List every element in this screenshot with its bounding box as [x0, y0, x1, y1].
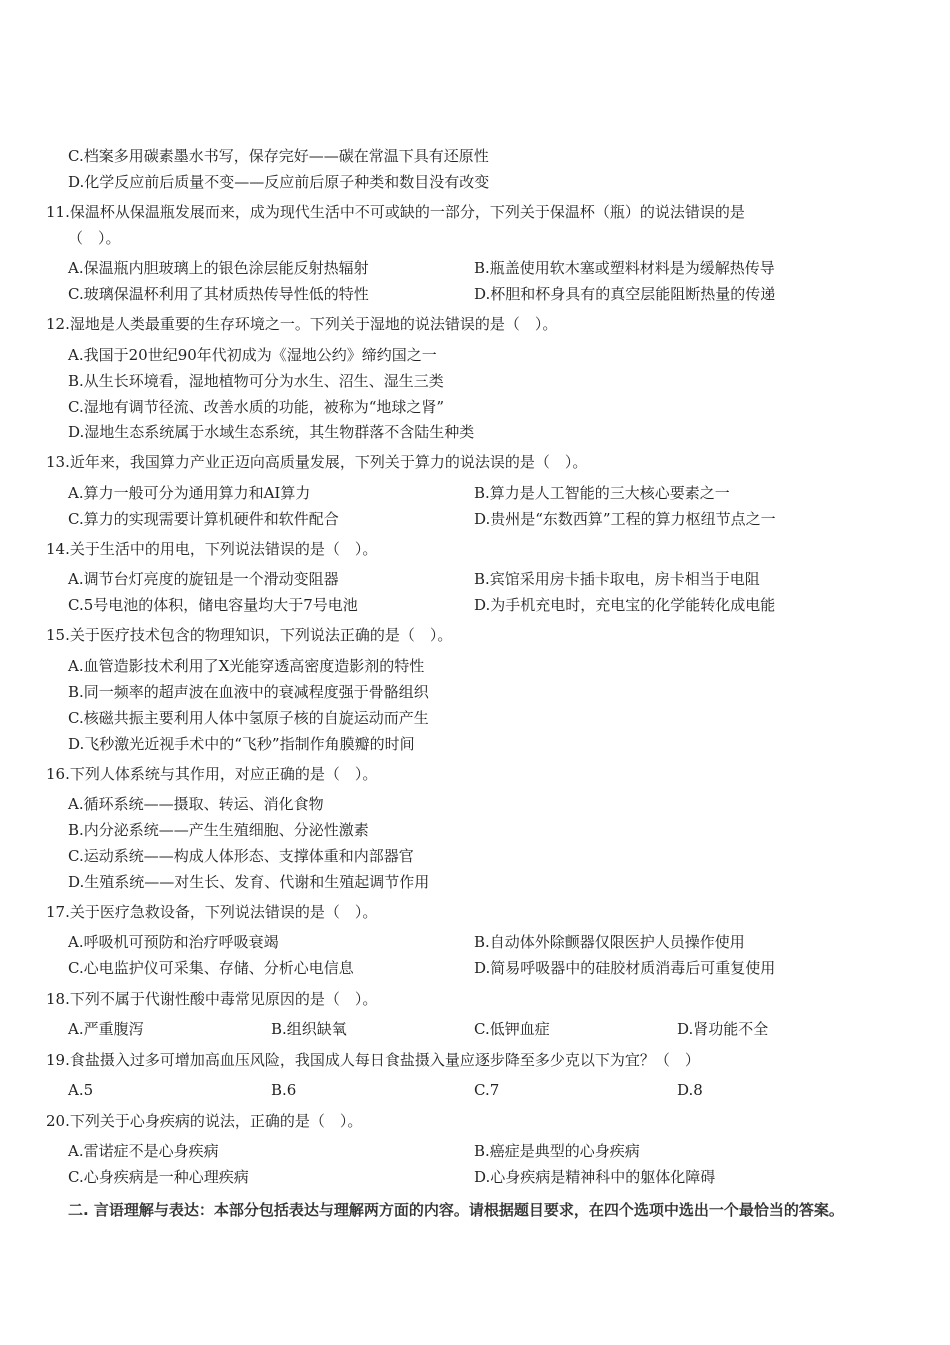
option-13-d: D.贵州是“东数西算”工程的算力枢纽节点之一: [474, 510, 776, 528]
option-11-d: D.杯胆和杯身具有的真空层能阻断热量的传递: [474, 285, 776, 303]
option-11-c: C.玻璃保温杯利用了其材质热传导性低的特性: [68, 285, 369, 303]
option-18-b: B.组织缺氧: [271, 1020, 347, 1038]
option-15-a: A.血管造影技术利用了X光能穿透高密度造影剂的特性: [68, 657, 425, 675]
option-14-d: D.为手机充电时，充电宝的化学能转化成电能: [474, 596, 776, 614]
option-17-a: A.呼吸机可预防和治疗呼吸衰竭: [68, 933, 279, 951]
option-12-c: C.湿地有调节径流、改善水质的功能，被称为“地球之肾”: [68, 398, 445, 416]
option-20-c: C.心身疾病是一种心理疾病: [68, 1168, 249, 1186]
option-19-a: A.5: [68, 1081, 94, 1099]
option-15-c: C.核磁共振主要利用人体中氢原子核的自旋运动而产生: [68, 709, 429, 727]
option-16-b: B.内分泌系统——产生生殖细胞、分泌性激素: [68, 821, 369, 839]
option-19-d: D.8: [677, 1081, 703, 1099]
option-10-c: C.档案多用碳素墨水书写，保存完好——碳在常温下具有还原性: [68, 147, 489, 165]
option-17-d: D.简易呼吸器中的硅胶材质消毒后可重复使用: [474, 959, 776, 977]
option-16-a: A.循环系统——摄取、转运、消化食物: [68, 795, 324, 813]
question-18-stem: 18.下列不属于代谢性酸中毒常见原因的是（ ）。: [46, 990, 378, 1008]
option-12-a: A.我国于20世纪90年代初成为《湿地公约》缔约国之一: [68, 346, 437, 364]
option-17-b: B.自动体外除颤器仅限医护人员操作使用: [474, 933, 745, 951]
option-12-d: D.湿地生态系统属于水域生态系统，其生物群落不含陆生种类: [68, 423, 475, 441]
question-15-stem: 15.关于医疗技术包含的物理知识，下列说法正确的是（ ）。: [46, 626, 453, 644]
option-11-a: A.保温瓶内胆玻璃上的银色涂层能反射热辐射: [68, 259, 369, 277]
option-13-a: A.算力一般可分为通用算力和AI算力: [68, 484, 311, 502]
question-13-stem: 13.近年来，我国算力产业正迈向高质量发展，下列关于算力的说法误的是（ ）。: [46, 453, 588, 471]
question-16-stem: 16.下列人体系统与其作用，对应正确的是（ ）。: [46, 765, 378, 783]
option-16-c: C.运动系统——构成人体形态、支撑体重和内部器官: [68, 847, 414, 865]
option-18-a: A.严重腹泻: [68, 1020, 144, 1038]
option-15-d: D.飞秒激光近视手术中的“飞秒”指制作角膜瓣的时间: [68, 735, 415, 753]
question-11-stem: 11.保温杯从保温瓶发展而来，成为现代生活中不可或缺的一部分，下列关于保温杯（瓶）的说法错误的是: [46, 203, 745, 221]
option-19-c: C.7: [474, 1081, 500, 1099]
question-14-stem: 14.关于生活中的用电，下列说法错误的是（ ）。: [46, 540, 378, 558]
question-17-stem: 17.关于医疗急救设备，下列说法错误的是（ ）。: [46, 903, 378, 921]
option-16-d: D.生殖系统——对生长、发育、代谢和生殖起调节作用: [68, 873, 430, 891]
question-12-stem: 12.湿地是人类最重要的生存环境之一。下列关于湿地的说法错误的是（ ）。: [46, 315, 558, 333]
option-12-b: B.从生长环境看，湿地植物可分为水生、沼生、湿生三类: [68, 372, 444, 390]
option-19-b: B.6: [271, 1081, 297, 1099]
question-11-blank: （ ）。: [68, 229, 121, 247]
option-18-d: D.肾功能不全: [677, 1020, 769, 1038]
section-2-instructions: 二. 言语理解与表达：本部分包括表达与理解两方面的内容。请根据题目要求，在四个选项中选出一个最恰当的答案。: [68, 1201, 844, 1219]
option-20-d: D.心身疾病是精神科中的躯体化障碍: [474, 1168, 716, 1186]
option-13-b: B.算力是人工智能的三大核心要素之一: [474, 484, 730, 502]
option-17-c: C.心电监护仪可采集、存储、分析心电信息: [68, 959, 354, 977]
question-20-stem: 20.下列关于心身疾病的说法，正确的是（ ）。: [46, 1112, 363, 1130]
option-13-c: C.算力的实现需要计算机硬件和软件配合: [68, 510, 339, 528]
option-18-c: C.低钾血症: [474, 1020, 550, 1038]
question-19-stem: 19.食盐摄入过多可增加高血压风险，我国成人每日食盐摄入量应逐步降至多少克以下为宜？（ ）: [46, 1051, 700, 1069]
option-14-c: C.5号电池的体积，储电容量均大于7号电池: [68, 596, 358, 614]
option-20-b: B.癌症是典型的心身疾病: [474, 1142, 640, 1160]
option-14-b: B.宾馆采用房卡插卡取电，房卡相当于电阻: [474, 570, 760, 588]
option-11-b: B.瓶盖使用软木塞或塑料材料是为缓解热传导: [474, 259, 775, 277]
option-10-d: D.化学反应前后质量不变——反应前后原子种类和数目没有改变: [68, 173, 490, 191]
option-20-a: A.雷诺症不是心身疾病: [68, 1142, 219, 1160]
option-14-a: A.调节台灯亮度的旋钮是一个滑动变阻器: [68, 570, 339, 588]
option-15-b: B.同一频率的超声波在血液中的衰减程度强于骨骼组织: [68, 683, 429, 701]
